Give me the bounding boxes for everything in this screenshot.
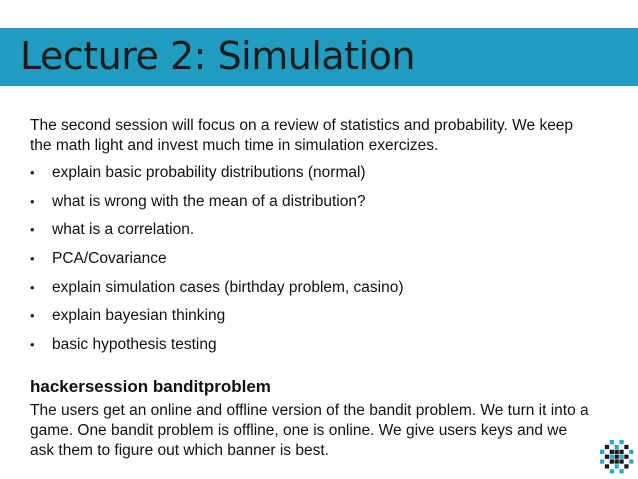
title-bar: [0, 28, 638, 86]
section-body: The users get an online and offline version of the bandit problem. We turn it into a game. One bandit problem is offline, one is online. We give users keys and we ask them to figure out which banner is best.: [30, 402, 589, 459]
logo-cell: [600, 450, 604, 454]
list-item: [30, 192, 404, 221]
list-item-text: what is wrong with the mean of a distribution?: [52, 192, 366, 210]
list-item: [30, 278, 404, 307]
list-item: [30, 220, 404, 249]
logo-cell: [615, 455, 619, 459]
list-item-text: what is a correlation.: [52, 221, 195, 239]
mosaic-logo: [600, 440, 634, 474]
bullet-dot-icon: •: [30, 165, 35, 180]
bullet-dot-icon: •: [30, 193, 35, 209]
logo-cell: [610, 455, 614, 459]
slide-title: Lecture 2: Simulation: [20, 34, 415, 78]
logo-cell: [619, 450, 623, 454]
logo-cell: [624, 464, 628, 468]
logo-cell: [629, 459, 633, 463]
logo-cell: [605, 464, 609, 468]
logo-cell: [619, 459, 623, 463]
bullet-dot-icon: •: [30, 279, 35, 295]
list-item-text: explain basic probability distributions (normal): [52, 164, 366, 181]
logo-cell: [624, 445, 628, 449]
logo-cell: [615, 459, 619, 463]
logo-cells: [600, 440, 633, 473]
logo-cell: [629, 450, 633, 454]
logo-cell: [610, 459, 614, 463]
logo-cell: [605, 445, 609, 449]
logo-cell: [610, 450, 614, 454]
list-item-text: explain simulation cases (birthday problem, casino): [52, 278, 404, 296]
list-item: [30, 249, 404, 278]
bullet-dot-icon: •: [30, 308, 35, 324]
list-item: [30, 306, 404, 335]
logo-cell: [615, 445, 619, 449]
list-item: [30, 163, 404, 192]
bullet-dot-icon: •: [30, 222, 35, 238]
list-item: [30, 335, 404, 364]
bullet-dot-icon: •: [30, 337, 35, 353]
logo-cell: [610, 469, 614, 473]
logo-cell: [615, 464, 619, 468]
logo-cell: [619, 455, 623, 459]
list-item-text: explain bayesian thinking: [52, 307, 226, 325]
logo-cell: [605, 455, 609, 459]
logo-cell: [615, 450, 619, 454]
bullet-dot-icon: •: [30, 251, 35, 267]
logo-cell: [619, 440, 623, 444]
intro-paragraph: The second session will focus on a review of statistics and probability. We keep the math light and invest much time in simulation exercizes.: [30, 117, 574, 154]
logo-cell: [619, 469, 623, 473]
logo-cell: [610, 440, 614, 444]
logo-cell: [600, 459, 604, 463]
topic-list: [30, 163, 404, 364]
list-item-text: PCA/Covariance: [52, 250, 167, 268]
section-heading: hackersession banditproblem: [30, 377, 271, 396]
logo-cell: [624, 455, 628, 459]
list-item-text: basic hypothesis testing: [52, 336, 217, 354]
